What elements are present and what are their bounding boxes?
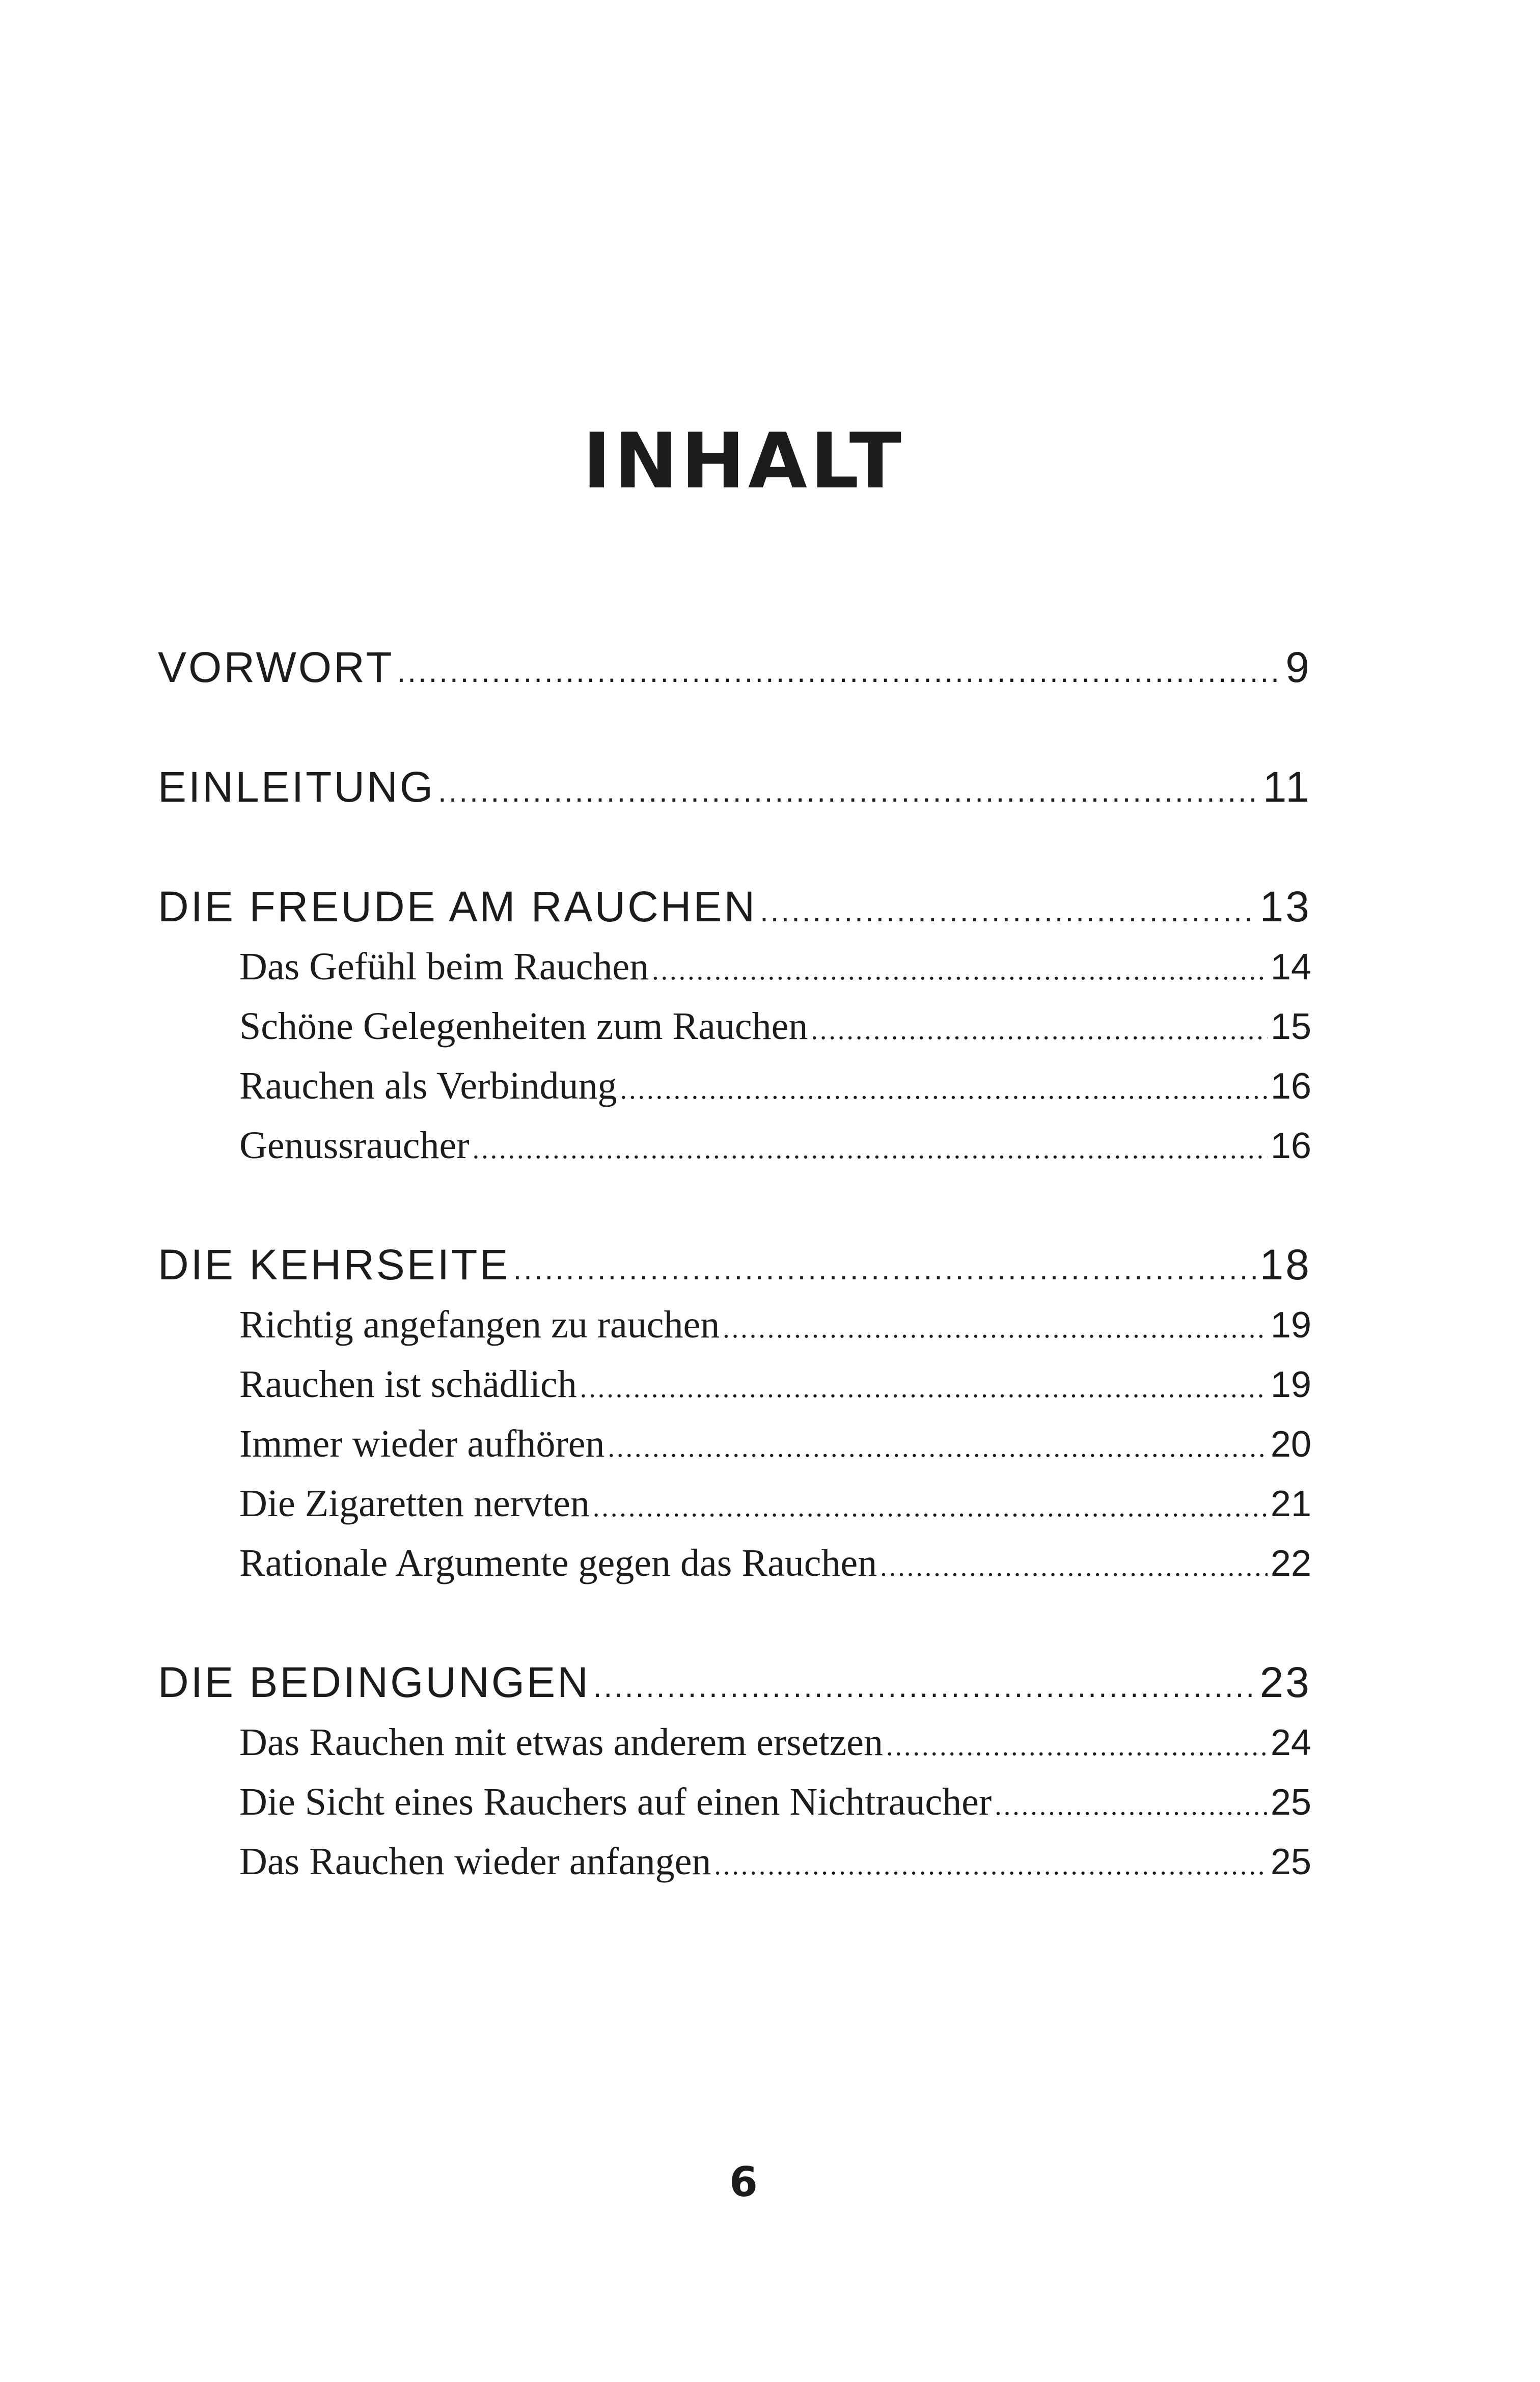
subentry-title: Immer wieder aufhören bbox=[239, 1422, 605, 1465]
dot-leader bbox=[811, 1000, 1268, 1060]
table-of-contents bbox=[158, 637, 1311, 1950]
chapter-title: DIE KEHRSEITE bbox=[158, 1241, 510, 1289]
toc-subentry bbox=[158, 1832, 1311, 1892]
toc-section-kehrseite bbox=[158, 1234, 1311, 1593]
subentry-page-number: 14 bbox=[1270, 947, 1311, 988]
chapter-title: DIE BEDINGUNGEN bbox=[158, 1658, 590, 1706]
toc-subentry bbox=[158, 1295, 1311, 1355]
toc-chapter bbox=[158, 876, 1311, 937]
toc-section-vorwort bbox=[158, 637, 1311, 698]
toc-section-bedingungen bbox=[158, 1652, 1311, 1892]
dot-leader bbox=[760, 881, 1256, 942]
toc-section-freude bbox=[158, 876, 1311, 1175]
toc-subentry bbox=[158, 1772, 1311, 1832]
dot-leader bbox=[652, 941, 1268, 1000]
subentry-title: Die Zigaretten nervten bbox=[239, 1482, 590, 1525]
toc-chapter bbox=[158, 637, 1311, 698]
subentry-page-number: 16 bbox=[1270, 1066, 1311, 1107]
chapter-title: DIE FREUDE AM RAUCHEN bbox=[158, 883, 757, 930]
subentry-title: Rauchen als Verbindung bbox=[239, 1064, 617, 1107]
toc-chapter bbox=[158, 1234, 1311, 1295]
dot-leader bbox=[995, 1776, 1268, 1836]
subentry-title: Das Gefühl beim Rauchen bbox=[239, 945, 649, 988]
subentry-page-number: 21 bbox=[1270, 1484, 1311, 1524]
toc-subentry bbox=[158, 1414, 1311, 1474]
toc-subentry bbox=[158, 1355, 1311, 1414]
subentry-title: Genussraucher bbox=[239, 1124, 470, 1167]
subentry-page-number: 24 bbox=[1270, 1722, 1311, 1763]
subentry-page-number: 22 bbox=[1270, 1543, 1311, 1584]
subentry-title: Das Rauchen wieder anfangen bbox=[239, 1840, 711, 1883]
subentry-title: Rationale Argumente gegen das Rauchen bbox=[239, 1542, 877, 1584]
toc-subentry bbox=[158, 1534, 1311, 1593]
dot-leader bbox=[438, 761, 1260, 822]
chapter-page-number: 9 bbox=[1285, 643, 1311, 691]
dot-leader bbox=[593, 1477, 1268, 1537]
subentry-title: Die Sicht eines Rauchers auf einen Nichtraucher bbox=[239, 1781, 992, 1823]
chapter-title: VORWORT bbox=[158, 643, 394, 691]
toc-subentry bbox=[158, 1713, 1311, 1772]
chapter-page-number: 13 bbox=[1259, 883, 1311, 930]
subentry-page-number: 25 bbox=[1270, 1842, 1311, 1882]
toc-section-einleitung bbox=[158, 756, 1311, 817]
dot-leader bbox=[608, 1418, 1267, 1477]
subentry-page-number: 19 bbox=[1270, 1364, 1311, 1405]
dot-leader bbox=[513, 1239, 1256, 1300]
toc-chapter bbox=[158, 756, 1311, 817]
dot-leader bbox=[593, 1656, 1257, 1717]
toc-subentry bbox=[158, 997, 1311, 1056]
chapter-page-number: 11 bbox=[1262, 763, 1311, 811]
dot-leader bbox=[880, 1537, 1268, 1597]
chapter-page-number: 18 bbox=[1259, 1241, 1311, 1289]
dot-leader bbox=[397, 641, 1283, 702]
toc-subentry bbox=[158, 1056, 1311, 1116]
subentry-title: Rauchen ist schädlich bbox=[239, 1363, 577, 1406]
subentry-title: Das Rauchen mit etwas anderem ersetzen bbox=[239, 1721, 884, 1764]
chapter-page-number: 23 bbox=[1259, 1658, 1311, 1706]
subentry-page-number: 20 bbox=[1270, 1424, 1311, 1465]
toc-subentry bbox=[158, 1474, 1311, 1534]
chapter-title: EINLEITUNG bbox=[158, 763, 435, 811]
subentry-page-number: 19 bbox=[1270, 1305, 1311, 1346]
subentry-page-number: 15 bbox=[1270, 1006, 1311, 1047]
subentry-title: Richtig angefangen zu rauchen bbox=[239, 1303, 720, 1346]
subentry-title: Schöne Gelegenheiten zum Rauchen bbox=[239, 1005, 808, 1048]
dot-leader bbox=[580, 1358, 1268, 1418]
dot-leader bbox=[473, 1119, 1268, 1179]
dot-leader bbox=[620, 1060, 1268, 1119]
dot-leader bbox=[886, 1716, 1268, 1776]
page-number: 6 bbox=[729, 2158, 758, 2206]
page-title: INHALT bbox=[582, 417, 905, 506]
dot-leader bbox=[723, 1299, 1268, 1358]
toc-subentry bbox=[158, 1116, 1311, 1175]
subentry-page-number: 25 bbox=[1270, 1782, 1311, 1823]
toc-subentry bbox=[158, 937, 1311, 997]
dot-leader bbox=[714, 1836, 1268, 1895]
subentry-page-number: 16 bbox=[1270, 1126, 1311, 1166]
toc-chapter bbox=[158, 1652, 1311, 1713]
